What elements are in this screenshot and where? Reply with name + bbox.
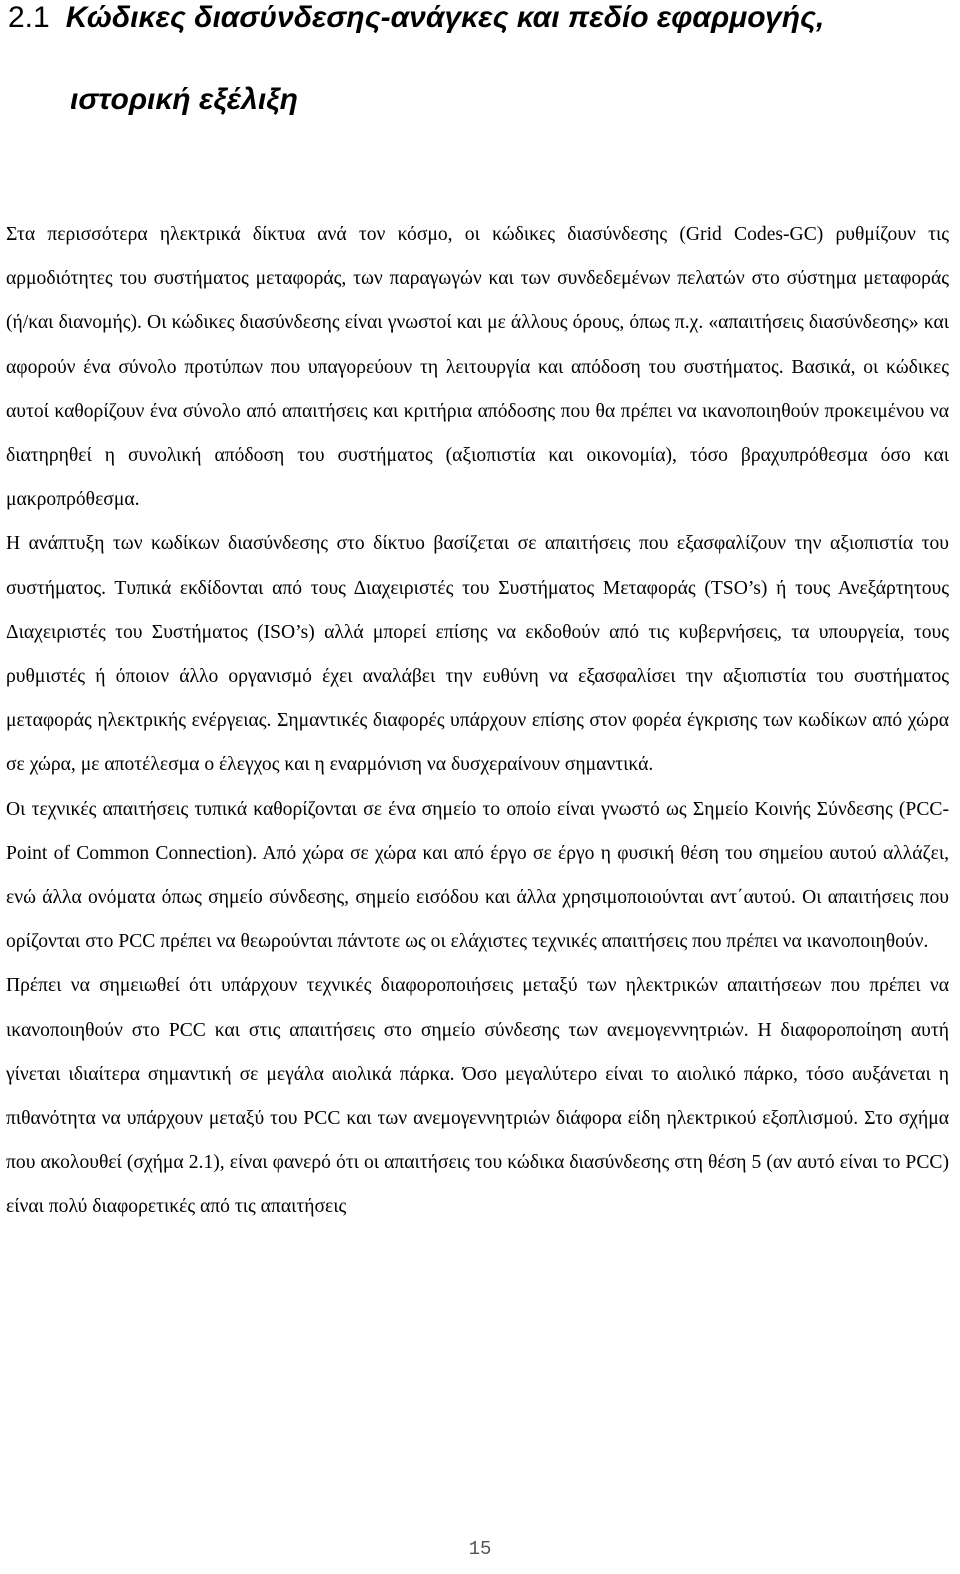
section-heading <box>8 0 948 36</box>
paragraph-4: Πρέπει να σημειωθεί ότι υπάρχουν τεχνικές διαφοροποιήσεις μεταξύ των ηλεκτρικών απαιτήσεων που πρέπει να ικανοποιηθούν στο PCC και στις απαιτήσεις στο σημείο σύνδεσης των ανεμογεννητριών. Η διαφοροποίηση αυτή γίνεται ιδιαίτερα σημαντική σε μεγάλα αιολικά πάρκα. Όσο μεγαλύτερο είναι το αιολικό πάρκο, τόσο αυξάνεται η πιθανότητα να υπάρχουν μεταξύ του PCC και των ανεμογεννητριών διάφορα είδη ηλεκτρικού εξοπλισμού. Στο σχήμα που ακολουθεί (σχήμα 2.1), είναι φανερό ότι οι απαιτήσεις του κώδικα διασύνδεσης στη θέση 5 (αν αυτό είναι το PCC) είναι πολύ διαφορετικές από τις απαιτήσεις <box>6 975 949 1218</box>
section-title-line2: ιστορική εξέλιξη <box>70 83 299 116</box>
paragraph-3: Οι τεχνικές απαιτήσεις τυπικά καθορίζονται σε ένα σημείο το οποίο είναι γνωστό ως Σημείο Κοινής Σύνδεσης (PCC-Point of Common Connection). Από χώρα σε χώρα και από έργο σε έργο η φυσική θέση του σημείου αυτού αλλάζει, ενώ άλλα ονόματα όπως σημείο σύνδεσης, σημείο εισόδου και άλλα χρησιμοποιούνται αντ΄αυτού. Οι απαιτήσεις που ορίζονται στο PCC πρέπει να θεωρούνται πάντοτε ως οι ελάχιστες τεχνικές απαιτήσεις που πρέπει να ικανοποιηθούν. <box>6 798 949 953</box>
body-text <box>6 213 949 1230</box>
section-title-line1: Κώδικες διασύνδεσης-ανάγκες και πεδίο εφαρμογής, <box>65 1 825 34</box>
paragraph-1: Στα περισσότερα ηλεκτρικά δίκτυα ανά τον κόσμο, οι κώδικες διασύνδεσης (Grid Codes-GC) ρυθμίζουν τις αρμοδιότητες του συστήματος μεταφοράς, των παραγωγών και των συνδεδεμένων πελατών στο σύστημα μεταφοράς (ή/και διανομής). Οι κώδικες διασύνδεσης είναι γνωστοί και με άλλους όρους, όπως π.χ. «απαιτήσεις διασύνδεσης» και αφορούν ένα σύνολο προτύπων που υπαγορεύουν τη λειτουργία και απόδοση του συστήματος. Βασικά, οι κώδικες αυτοί καθορίζουν ένα σύνολο από απαιτήσεις και κριτήρια απόδοσης που θα πρέπει να ικανοποιηθούν προκειμένου να διατηρηθεί η συνολική απόδοση του συστήματος (αξιοπιστία και οικονομία), τόσο βραχυπρόθεσμα όσο και μακροπρόθεσμα. <box>6 224 949 511</box>
section-number: 2.1 <box>8 1 50 34</box>
page-number: 15 <box>468 1538 492 1560</box>
paragraph-2: Η ανάπτυξη των κωδίκων διασύνδεσης στο δίκτυο βασίζεται σε απαιτήσεις που εξασφαλίζουν την αξιοπιστία του συστήματος. Τυπικά εκδίδονται από τους Διαχειριστές του Συστήματος Μεταφοράς (TSO’s) ή τους Ανεξάρτητους Διαχειριστές του Συστήματος (ISO’s) αλλά μπορεί επίσης να εκδοθούν από τις κυβερνήσεις, τα υπουργεία, τους ρυθμιστές ή όποιον άλλο οργανισμό έχει αναλάβει την ευθύνη να εξασφαλίσει την αξιοπιστία του συστήματος μεταφοράς ηλεκτρικής ενέργειας. Σημαντικές διαφορές υπάρχουν επίσης στον φορέα έγκρισης των κωδίκων από χώρα σε χώρα, με αποτέλεσμα ο έλεγχος και η εναρμόνιση να δυσχεραίνουν σημαντικά. <box>6 533 949 776</box>
